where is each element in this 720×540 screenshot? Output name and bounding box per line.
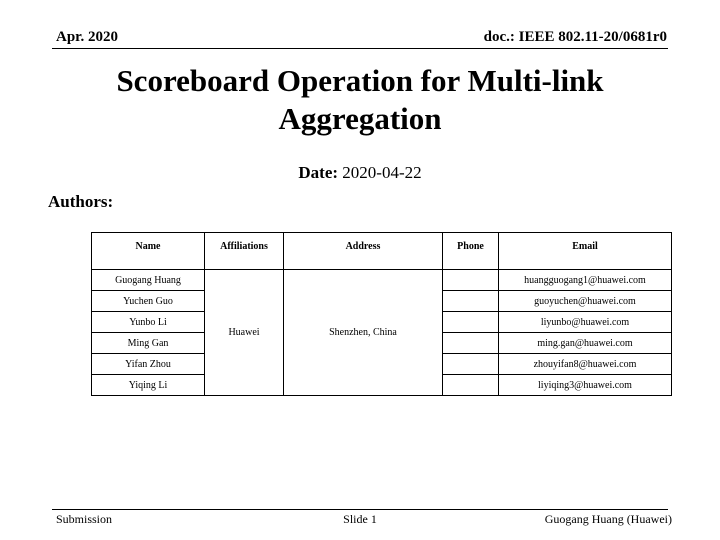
author-phone	[443, 333, 499, 354]
author-phone	[443, 375, 499, 396]
author-email: guoyuchen@huawei.com	[499, 291, 672, 312]
author-email: liyunbo@huawei.com	[499, 312, 672, 333]
column-header-address: Address	[284, 233, 443, 270]
author-name: Yunbo Li	[92, 312, 205, 333]
author-name: Yiqing Li	[92, 375, 205, 396]
author-affiliation: Huawei	[205, 270, 284, 396]
author-phone	[443, 312, 499, 333]
footer-divider	[52, 509, 668, 510]
author-name: Yifan Zhou	[92, 354, 205, 375]
footer-slide-number: Slide 1	[343, 512, 377, 526]
slide-title: Scoreboard Operation for Multi-link Aggregation	[116, 63, 604, 136]
author-phone	[443, 291, 499, 312]
author-name: Guogang Huang	[92, 270, 205, 291]
date-line	[0, 163, 720, 183]
header-date: Apr. 2020	[56, 29, 118, 45]
table-row	[92, 270, 672, 291]
author-address: Shenzhen, China	[284, 270, 443, 396]
author-email: liyiqing3@huawei.com	[499, 375, 672, 396]
footer-author: Guogang Huang (Huawei)	[544, 512, 672, 526]
footer-submission: Submission	[56, 512, 113, 526]
date-value: 2020-04-22	[342, 163, 422, 182]
column-header-name: Name	[92, 233, 205, 270]
column-header-affiliations: Affiliations	[205, 233, 284, 270]
author-email: huangguogang1@huawei.com	[499, 270, 672, 291]
date-label: Date:	[298, 163, 339, 182]
header-doc-id: doc.: IEEE 802.11-20/0681r0	[483, 29, 667, 45]
author-name: Ming Gan	[92, 333, 205, 354]
author-email: zhouyifan8@huawei.com	[499, 354, 672, 375]
column-header-phone: Phone	[443, 233, 499, 270]
author-name: Yuchen Guo	[92, 291, 205, 312]
authors-table	[91, 232, 672, 396]
table-header-row	[92, 233, 672, 270]
authors-label: Authors:	[48, 192, 114, 211]
author-email: ming.gan@huawei.com	[499, 333, 672, 354]
author-phone	[443, 354, 499, 375]
header-divider	[52, 48, 668, 49]
author-phone	[443, 270, 499, 291]
column-header-email: Email	[499, 233, 672, 270]
